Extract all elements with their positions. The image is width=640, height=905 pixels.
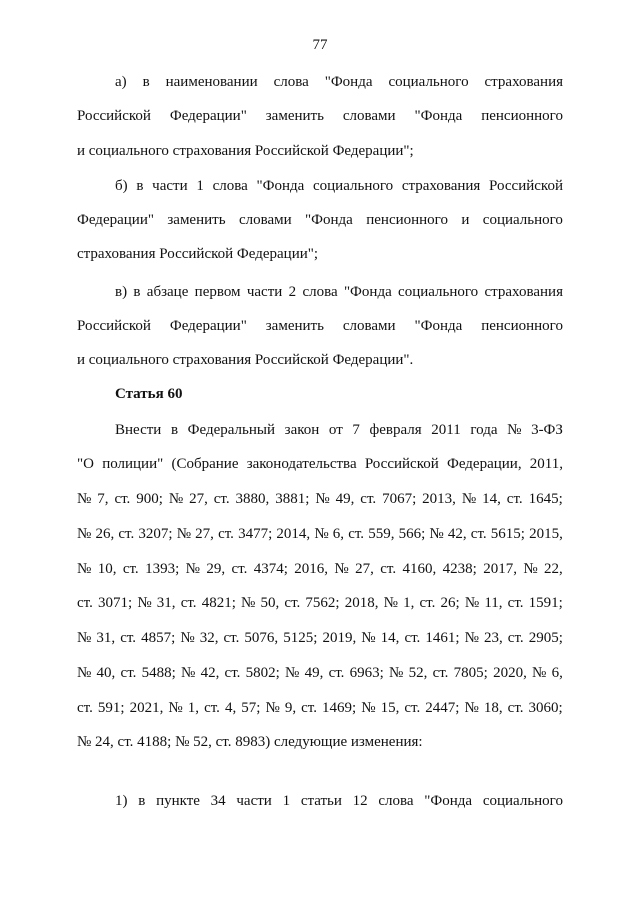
word: наименовании [165,74,258,90]
word: заменить [167,212,226,228]
word: ст. [284,595,301,611]
word: 3207; [138,526,173,542]
word: 2011 [431,422,461,438]
word: 2015, [529,526,563,542]
word: 4160, [402,561,437,577]
word: 26; [440,595,460,611]
word: пенсионного [366,212,448,228]
word: "Фонда [414,108,463,124]
word: 4238; [442,561,477,577]
word: словами [238,212,292,228]
text-line [77,490,563,508]
word: 27, [355,561,374,577]
word: части [152,178,188,194]
text-line [115,177,563,195]
text-line [77,317,563,335]
word: № [77,665,92,681]
text-line: страхования Российской Федерации"; [77,246,319,262]
word: № [265,700,280,716]
text-line [77,107,563,125]
word: заменить [265,108,324,124]
word: заменить [265,318,324,334]
word: ст. [404,700,421,716]
word: 4, [224,700,237,716]
text-line [77,455,563,473]
word: ст. [77,595,93,611]
word: 3881; [275,491,310,507]
word: полиции" [102,456,164,472]
word: № [181,665,196,681]
word: части [246,284,283,300]
text-line [77,699,563,717]
word: пенсионного [481,318,563,334]
word: № [285,665,300,681]
word: Федерации" [169,318,247,334]
word: ст. [404,630,421,646]
word: страхования [484,284,563,300]
word: 31, [156,595,176,611]
word: ст. [507,700,524,716]
word: 12 [352,793,368,809]
word: в [138,793,146,809]
word: 7562; [305,595,340,611]
word: пункте [156,793,200,809]
word: 2016, [294,561,329,577]
word: 7 [352,422,360,438]
word: 18, [483,700,503,716]
word: ст. [419,595,436,611]
word: 2019, [322,630,357,646]
word: 52, [408,665,428,681]
word: 5488; [141,665,176,681]
word: ст. [114,491,131,507]
word: 10, [97,561,117,577]
text-line [77,629,563,647]
word: 32, [199,630,219,646]
word: в [136,178,144,194]
word: 1645; [528,491,563,507]
word: 4821; [201,595,236,611]
word: 2017, [483,561,517,577]
word: ст. [470,526,487,542]
word: Федерации" [169,108,247,124]
word: ст. [77,700,93,716]
word: 22, [544,561,563,577]
word: в [133,284,141,300]
word: 5615; [490,526,525,542]
word: ст. [213,491,230,507]
word: № [464,595,480,611]
text-line: и социального страхования Российской Федерации". [77,352,414,368]
word: 23, [483,630,503,646]
word: ст. [432,665,449,681]
word: 4374; [253,561,288,577]
word: 2905; [528,630,563,646]
word: 1591; [528,595,563,611]
word: № [429,526,444,542]
word: 7067; [382,491,417,507]
word: № [137,595,152,611]
word: № [241,595,256,611]
word: в [170,422,179,438]
word: 57; [241,700,261,716]
word: 3-ФЗ [531,422,563,438]
word: б) [115,178,128,194]
word: № [383,595,398,611]
word: 2447; [425,700,460,716]
word: 1 [196,178,204,194]
word: 2021, [129,700,164,716]
word: 27, [189,491,208,507]
word: (Собрание [171,456,239,472]
text-line: № 24, ст. 4188; № 52, ст. 8983) следующие изменения: [77,734,423,750]
word: ст. [223,630,240,646]
word: № [77,561,92,577]
word: 591; [97,700,125,716]
word: 1393; [145,561,180,577]
word: законодательства [246,456,357,472]
word: 49, [335,491,355,507]
word: страхования [401,178,481,194]
word: 34 [210,793,226,809]
word: 14, [482,491,501,507]
word: закон [284,422,320,438]
text-line [115,73,563,91]
word: "Фонда [424,793,473,809]
word: ст. [506,491,523,507]
word: № [77,491,92,507]
word: № [464,630,479,646]
word: 3071; [98,595,133,611]
word: ст. [120,630,137,646]
word: 1, [187,700,200,716]
word: 26, [95,526,115,542]
word: 27, [195,526,214,542]
word: 49, [304,665,324,681]
word: № [464,700,479,716]
word: № [532,665,547,681]
word: № [334,561,349,577]
word: 5125; [283,630,318,646]
word: 3477; [238,526,273,542]
word: № [315,491,330,507]
word: 1, [403,595,415,611]
word: ст. [507,595,524,611]
text-line [115,421,563,439]
text-line [115,792,563,810]
word: страхования [484,74,563,90]
page-number: 77 [312,37,328,53]
word: "Фонда [256,178,305,194]
word: 1) [115,793,128,809]
word: Российской [489,178,563,194]
word: 42, [447,526,467,542]
word: Федерации, [446,456,522,472]
text-line [77,525,563,543]
word: 2011, [529,456,563,472]
word: 3880, [235,491,270,507]
word: от [328,422,343,438]
word: февраля [369,422,422,438]
word: № [77,526,92,542]
word: Российской [364,456,439,472]
word: 2014, [276,526,311,542]
text-line: и социального страхования Российской Федерации"; [77,143,414,159]
word: Федерации" [77,212,154,228]
word: 4857; [141,630,176,646]
word: ст. [507,630,524,646]
word: 3060; [528,700,563,716]
word: Российской [77,108,151,124]
word: № [523,561,538,577]
word: ст. [180,595,197,611]
word: 566; [398,526,426,542]
word: пенсионного [481,108,563,124]
word: абзаце [146,284,189,300]
word: 40, [96,665,116,681]
word: № [176,526,192,542]
word: ст. [380,561,397,577]
word: 559, [368,526,395,542]
text-line [77,664,563,682]
word: 29, [206,561,226,577]
word: 6963; [349,665,384,681]
word: ст. [301,700,317,716]
word: 6, [332,526,345,542]
word: первом [194,284,241,300]
word: социального [398,284,479,300]
word: "Фонда [305,212,353,228]
word: слова [302,284,338,300]
word: 5802; [245,665,280,681]
word: социального [482,793,563,809]
word: ст. [360,491,377,507]
word: социального [312,178,394,194]
word: ст. [224,665,241,681]
word: "Фонда [324,74,373,90]
word: 7, [97,491,109,507]
word: № [168,491,184,507]
word: 1461; [425,630,460,646]
word: ст. [328,665,345,681]
word: ст. [204,700,220,716]
word: № [77,630,92,646]
word: 1469; [322,700,357,716]
word: ст. [120,665,137,681]
word: ст. [348,526,365,542]
word: года [470,422,498,438]
word: 7805; [453,665,488,681]
text-line [77,594,563,612]
word: 11, [484,595,503,611]
word: 900; [136,491,163,507]
word: № [389,665,404,681]
text-line [77,211,563,229]
word: 31, [96,630,116,646]
word: 1 [282,793,291,809]
word: словами [342,108,396,124]
word: социального [388,74,469,90]
article-heading: Статья 60 [115,386,183,402]
word: статьи [300,793,342,809]
word: ст. [122,561,139,577]
text-line [115,283,563,301]
word: "О [77,456,94,472]
word: "Фонда [343,284,392,300]
word: слова [212,178,248,194]
word: а) [115,74,127,90]
word: № [185,561,200,577]
word: Внести [115,422,162,438]
word: 5076, [244,630,279,646]
word: в) [115,284,128,300]
word: 9, [284,700,297,716]
word: 50, [260,595,280,611]
word: № [168,700,183,716]
word: ст. [218,526,234,542]
word: № [314,526,329,542]
word: № [361,630,376,646]
word: 15, [380,700,400,716]
word: 2013, [422,491,456,507]
word: № [507,422,522,438]
word: "Фонда [414,318,463,334]
word: в [142,74,150,90]
word: ст. [118,526,135,542]
word: № [361,700,376,716]
word: части [236,793,272,809]
word: слова [273,74,309,90]
word: № [461,491,477,507]
word: словами [342,318,396,334]
word: Российской [77,318,151,334]
word: № [180,630,195,646]
word: 2018, [344,595,379,611]
text-line [77,560,563,578]
word: социального [482,212,563,228]
word: слова [378,793,414,809]
word: 14, [380,630,400,646]
word: 2020, [493,665,527,681]
word: ст. [231,561,248,577]
word: 42, [200,665,220,681]
word: 2 [288,284,297,300]
word: и [461,212,470,228]
word: Федеральный [187,422,276,438]
word: 6, [551,665,563,681]
